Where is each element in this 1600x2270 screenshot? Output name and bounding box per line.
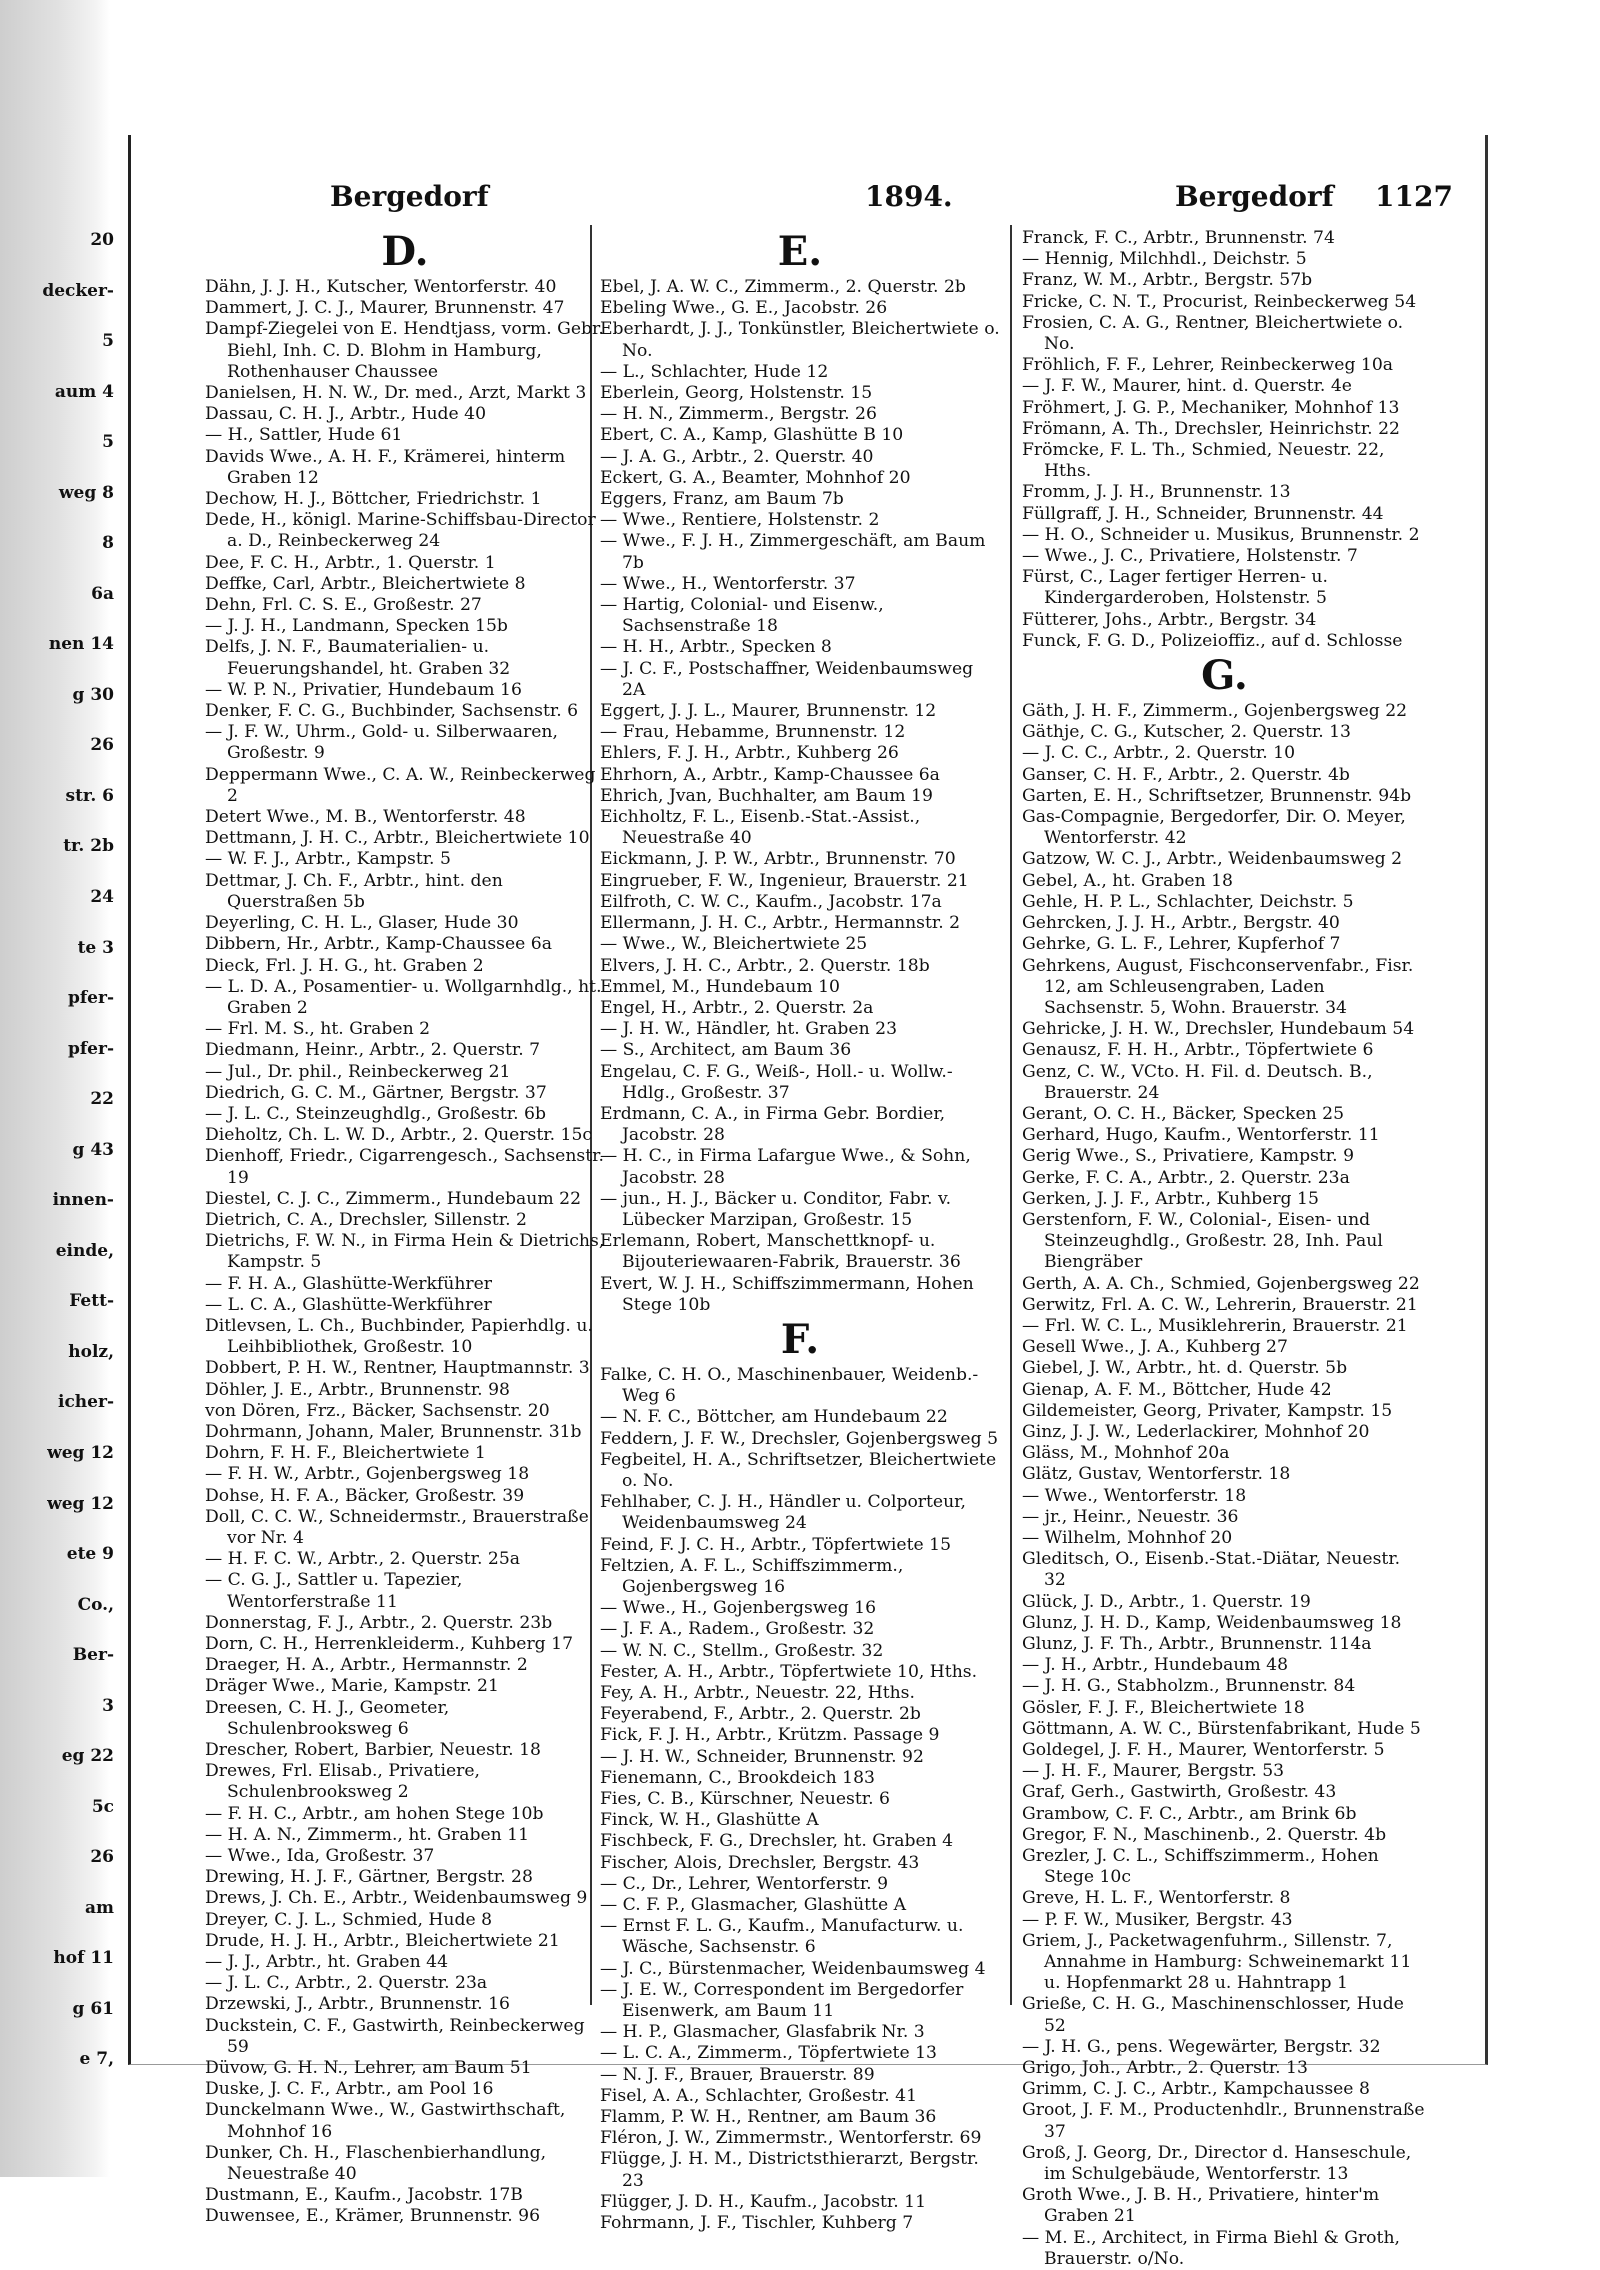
directory-entry: Dammert, J. C. J., Maurer, Brunnenstr. 47 <box>205 298 565 319</box>
directory-entry: Dohse, H. F. A., Bäcker, Großestr. 39 <box>205 1485 525 1506</box>
directory-entry: Dassau, C. H. J., Arbtr., Hude 40 <box>205 404 487 425</box>
directory-entry: — J. J., Arbtr., ht. Graben 44 <box>205 1952 449 1973</box>
directory-entry: Gerant, O. C. H., Bäcker, Specken 25 <box>1022 1103 1345 1124</box>
directory-entry: — F. H. A., Glashütte-Werkführer <box>205 1273 492 1294</box>
directory-entry: — Wwe., H., Wentorferstr. 37 <box>600 573 856 594</box>
directory-entry: Fick, F. J. H., Arbtr., Krützm. Passage 9 <box>600 1725 940 1746</box>
left-page-fragment: 20 <box>90 230 114 250</box>
directory-entry: — Wilhelm, Mohnhof 20 <box>1022 1527 1233 1548</box>
directory-entry: Füllgraff, J. H., Schneider, Brunnenstr. 44 <box>1022 503 1384 524</box>
directory-entry: — Wwe., J. C., Privatiere, Holstenstr. 7 <box>1022 546 1358 567</box>
directory-entry: — C., Dr., Lehrer, Wentorferstr. 9 <box>600 1873 889 1894</box>
directory-entry: — L. C. A., Glashütte-Werkführer <box>205 1294 492 1315</box>
directory-entry: Ganser, C. H. F., Arbtr., 2. Querstr. 4b <box>1022 764 1350 785</box>
directory-entry: von Dören, Frz., Bäcker, Sachsenstr. 20 <box>205 1400 550 1421</box>
directory-entry: Eckert, G. A., Beamter, Mohnhof 20 <box>600 467 911 488</box>
directory-entry: — F. H. C., Arbtr., am hohen Stege 10b <box>205 1803 544 1824</box>
directory-entry: Evert, W. J. H., Schiffszimmermann, Hohen Stege 10b <box>600 1273 974 1315</box>
directory-entry: Greve, H. L. F., Wentorferstr. 8 <box>1022 1888 1291 1909</box>
directory-entry: Fies, C. B., Kürschner, Neuestr. 6 <box>600 1789 890 1810</box>
directory-entry: — M. E., Architect, in Firma Biehl & Groth, Brauerstr. o/No. <box>1022 2227 1400 2269</box>
directory-entry: — J. J. H., Landmann, Specken 15b <box>205 616 508 637</box>
directory-entry: — J. H. W., Schneider, Brunnenstr. 92 <box>600 1746 924 1767</box>
left-page-fragment: 5c <box>91 1797 114 1817</box>
left-page-fragment: e 7, <box>79 2049 114 2069</box>
directory-entry: Fey, A. H., Arbtr., Neuestr. 22, Hths. <box>600 1683 915 1703</box>
directory-entry: Fester, A. H., Arbtr., Töpfertwiete 10, Hths. <box>600 1661 978 1682</box>
directory-entry: Garten, E. H., Schriftsetzer, Brunnenstr. 94b <box>1022 785 1412 806</box>
directory-entry: Gatzow, W. C. J., Arbtr., Weidenbaumsweg 2 <box>1022 849 1403 870</box>
left-page-fragment: g 61 <box>72 1999 114 2019</box>
directory-entry: Glätz, Gustav, Wentorferstr. 18 <box>1022 1464 1291 1485</box>
left-page-fragment: Co., <box>77 1595 114 1615</box>
left-page-fragment: 5 <box>102 331 114 351</box>
directory-entry: — J. E. W., Correspondent im Bergedorfer Eisenwerk, am Baum 11 <box>600 1979 964 2022</box>
directory-entry: Eggert, J. J. L., Maurer, Brunnenstr. 12 <box>600 701 937 722</box>
directory-entry: Gerwitz, Frl. A. C. W., Lehrerin, Brauerstr. 21 <box>1022 1294 1418 1315</box>
directory-entry: — Jul., Dr. phil., Reinbeckerweg 21 <box>205 1061 511 1082</box>
left-page-fragment: nen 14 <box>48 634 114 654</box>
left-page-fragment: tr. 2b <box>63 836 114 856</box>
directory-entry: Fricke, C. N. T., Procurist, Reinbeckerweg 54 <box>1022 291 1417 312</box>
directory-entry: — L., Schlachter, Hude 12 <box>600 361 829 382</box>
directory-entry: — L. C. A., Zimmerm., Töpfertwiete 13 <box>600 2043 937 2064</box>
directory-entry: Frosien, C. A. G., Rentner, Bleichertwiete o. No. <box>1022 312 1404 355</box>
directory-entry: Gerig Wwe., S., Privatiere, Kampstr. 9 <box>1022 1146 1354 1167</box>
directory-entry: Fischbeck, F. G., Drechsler, ht. Graben 4 <box>600 1831 954 1852</box>
directory-entry: — Frl. W. C. L., Musiklehrerin, Brauerstr. 21 <box>1022 1315 1408 1336</box>
directory-entry: Griem, J., Packetwagenfuhrm., Sillenstr. 7, Annahme in Hamburg: Schweinemarkt 11 u. Hopfenmarkt 28 u. Hahntrapp 1 <box>1022 1930 1412 1994</box>
directory-column-1 <box>205 228 605 2228</box>
directory-entry: Danielsen, H. N. W., Dr. med., Arzt, Markt 3 <box>205 383 587 404</box>
left-page-fragment: hof 11 <box>53 1948 114 1968</box>
directory-entry: — N. J. F., Brauer, Brauerstr. 89 <box>600 2064 875 2085</box>
directory-entry: Donnerstag, F. J., Arbtr., 2. Querstr. 23b <box>205 1612 553 1633</box>
left-page-fragment: g 30 <box>72 685 114 705</box>
directory-entry: Fröhmert, J. G. P., Mechaniker, Mohnhof 13 <box>1022 397 1400 418</box>
directory-entry: Engelau, C. F. G., Weiß-, Holl.- u. Wollw.-Hdlg., Großestr. 37 <box>600 1061 953 1103</box>
left-page-fragment: 24 <box>90 887 114 907</box>
directory-entry: Ebeling Wwe., G. E., Jacobstr. 26 <box>600 298 888 319</box>
directory-entry: Gehrkens, August, Fischconservenfabr., Fisr. 12, am Schleusengraben, Laden Sachsenstr. 5, Wohn. Brauerstr. 34 <box>1022 955 1414 1018</box>
directory-entry: — J. H. G., Stabholzm., Brunnenstr. 84 <box>1022 1676 1356 1697</box>
left-page-fragment: pfer- <box>67 988 114 1008</box>
directory-entry: Ehrich, Jvan, Buchhalter, am Baum 19 <box>600 785 933 806</box>
directory-entry: Fischer, Alois, Drechsler, Bergstr. 43 <box>600 1852 920 1873</box>
directory-entry: Gläss, M., Mohnhof 20a <box>1022 1443 1230 1464</box>
directory-entry: Franck, F. C., Arbtr., Brunnenstr. 74 <box>1022 228 1335 248</box>
directory-entry: Feddern, J. F. W., Drechsler, Gojenbergsweg 5 <box>600 1428 998 1449</box>
left-page-fragment: pfer- <box>67 1039 114 1059</box>
directory-entry: Gebel, A., ht. Graben 18 <box>1022 870 1233 891</box>
directory-entry: Gehle, H. P. L., Schlachter, Deichstr. 5 <box>1022 891 1354 912</box>
directory-entry: Ginz, J. J. W., Lederlackirer, Mohnhof 20 <box>1022 1421 1370 1442</box>
directory-entry: Dreesen, C. H. J., Geometer, Schulenbrooksweg 6 <box>205 1697 450 1739</box>
directory-entry: Grezler, J. C. L., Schiffszimmerm., Hohen Stege 10c <box>1022 1846 1379 1888</box>
directory-entry: Dreyer, C. J. L., Schmied, Hude 8 <box>205 1909 493 1930</box>
directory-entry: Eberlein, Georg, Holstenstr. 15 <box>600 383 873 404</box>
directory-entry: Eggers, Franz, am Baum 7b <box>600 489 844 510</box>
directory-entry: — W. P. N., Privatier, Hundebaum 16 <box>205 679 522 700</box>
directory-entry: Engel, H., Arbtr., 2. Querstr. 2a <box>600 997 874 1018</box>
directory-entry: Ehrhorn, A., Arbtr., Kamp-Chaussee 6a <box>600 764 940 785</box>
directory-entry: — J. F. W., Uhrm., Gold- u. Silberwaaren, Großestr. 9 <box>205 722 558 764</box>
directory-entry: Eberhardt, J. J., Tonkünstler, Bleichertwiete o. No. <box>600 319 1000 361</box>
directory-entry: Grambow, C. F. C., Arbtr., am Brink 6b <box>1022 1803 1357 1824</box>
directory-entry: Fegbeitel, H. A., Schriftsetzer, Bleichertwiete o. No. <box>600 1449 997 1491</box>
left-page-fragment: decker- <box>42 281 114 301</box>
directory-entry: Drews, J. Ch. E., Arbtr., Weidenbaumsweg 9 <box>205 1888 588 1909</box>
left-page-fragment: 6a <box>91 584 114 604</box>
directory-entry: — J. A. G., Arbtr., 2. Querstr. 40 <box>600 446 874 467</box>
directory-entry: Drescher, Robert, Barbier, Neuestr. 18 <box>205 1740 541 1761</box>
directory-entry: Fléron, J. W., Zimmermstr., Wentorferstr. 69 <box>600 2128 982 2149</box>
directory-entry: Ebel, J. A. W. C., Zimmerm., 2. Querstr. 2b <box>600 277 966 297</box>
directory-entry: Fromm, J. J. H., Brunnenstr. 13 <box>1022 482 1291 503</box>
directory-entry: Denker, F. C. G., Buchbinder, Sachsenstr. 6 <box>205 701 579 722</box>
directory-entry: Glunz, J. H. D., Kamp, Weidenbaumsweg 18 <box>1022 1612 1402 1633</box>
directory-entry: Gehrke, G. L. F., Lehrer, Kupferhof 7 <box>1022 934 1341 955</box>
directory-entry: Drewes, Frl. Elisab., Privatiere, Schulenbrooksweg 2 <box>205 1761 481 1803</box>
directory-entry: Deyerling, C. H. L., Glaser, Hude 30 <box>205 913 519 934</box>
section-letter: G. <box>1201 652 1248 700</box>
directory-entry: Drewing, H. J. F., Gärtner, Bergstr. 28 <box>205 1867 533 1888</box>
directory-column-3 <box>1022 228 1427 2270</box>
directory-entry: Frömcke, F. L. Th., Schmied, Neuestr. 22, Hths. <box>1022 440 1385 482</box>
directory-entry: Dampf-Ziegelei von E. Hendtjass, vorm. Gebr. Biehl, Inh. C. D. Blohm in Hamburg, Rothenhauser Chaussee <box>205 319 604 382</box>
left-page-fragment: innen- <box>52 1190 114 1210</box>
directory-entry: Gehricke, J. H. W., Drechsler, Hundebaum 54 <box>1022 1019 1415 1040</box>
directory-entry: Emmel, M., Hundebaum 10 <box>600 976 840 997</box>
directory-entry: Graf, Gerh., Gastwirth, Großestr. 43 <box>1022 1782 1337 1803</box>
directory-entry: Feltzien, A. F. L., Schiffszimmerm., Gojenbergsweg 16 <box>600 1555 904 1597</box>
directory-entry: — N. F. C., Böttcher, am Hundebaum 22 <box>600 1407 948 1428</box>
directory-entry: Gas-Compagnie, Bergedorfer, Dir. O. Meyer, Wentorferstr. 42 <box>1022 807 1406 849</box>
directory-entry: Fohrmann, J. F., Tischler, Kuhberg 7 <box>600 2213 914 2234</box>
directory-entry: Funck, F. G. D., Polizeioffiz., auf d. Schlosse <box>1022 630 1403 651</box>
directory-entry: — H. P., Glasmacher, Glasfabrik Nr. 3 <box>600 2022 925 2043</box>
directory-entry: Dienhoff, Friedr., Cigarrengesch., Sachsenstr. 19 <box>205 1146 604 1188</box>
directory-entry: Duwensee, E., Krämer, Brunnenstr. 96 <box>205 2206 541 2227</box>
directory-entry: Eingrueber, F. W., Ingenieur, Brauerstr. 21 <box>600 870 969 891</box>
left-page-fragment: 26 <box>90 735 114 755</box>
directory-entry: Göttmann, A. W. C., Bürstenfabrikant, Hude 5 <box>1022 1718 1421 1739</box>
directory-entry: Fürst, C., Lager fertiger Herren- u. Kindergarderoben, Holstenstr. 5 <box>1022 567 1328 609</box>
directory-entry: Dohrmann, Johann, Maler, Brunnenstr. 31b <box>205 1421 582 1442</box>
directory-entry: — Wwe., Wentorferstr. 18 <box>1022 1485 1247 1506</box>
directory-entry: Deppermann Wwe., C. A. W., Reinbeckerweg 2 <box>205 764 596 806</box>
directory-entry: Glück, J. D., Arbtr., 1. Querstr. 19 <box>1022 1591 1311 1612</box>
directory-entry: Gösler, F. J. F., Bleichertwiete 18 <box>1022 1697 1305 1718</box>
directory-entry: — J. C., Bürstenmacher, Weidenbaumsweg 4 <box>600 1958 986 1979</box>
directory-entry: — Ernst F. L. G., Kaufm., Manufacturw. u. Wäsche, Sachsenstr. 6 <box>600 1916 964 1958</box>
left-page-fragment: icher- <box>58 1392 114 1412</box>
directory-entry: Duske, J. C. F., Arbtr., am Pool 16 <box>205 2079 494 2100</box>
directory-entry: — H. H., Arbtr., Specken 8 <box>600 637 832 658</box>
directory-entry: Duckstein, C. F., Gastwirth, Reinbeckerweg 59 <box>205 2015 585 2057</box>
left-page-fragment: str. 6 <box>65 786 114 806</box>
directory-entry: Gildemeister, Georg, Privater, Kampstr. 15 <box>1022 1400 1393 1421</box>
directory-entry: Dietrichs, F. W. N., in Firma Hein & Dietrichs, Kampstr. 5 <box>205 1231 605 1273</box>
directory-entry: Gäth, J. H. F., Zimmerm., Gojenbergsweg 22 <box>1022 701 1408 722</box>
directory-entry: Fisel, A. A., Schlachter, Großestr. 41 <box>600 2085 918 2106</box>
directory-entry: Flügge, J. H. M., Districtsthierarzt, Bergstr. 23 <box>600 2149 979 2191</box>
directory-entry: Dehn, Frl. C. S. E., Großestr. 27 <box>205 595 482 616</box>
left-page-fragment: 8 <box>102 533 114 553</box>
directory-column-2 <box>600 228 1000 2234</box>
directory-entry: Ehlers, F. J. H., Arbtr., Kuhberg 26 <box>600 743 899 764</box>
directory-entry: Dettmar, J. Ch. F., Arbtr., hint. den Querstraßen 5b <box>205 870 503 912</box>
directory-entry: — Frl. M. S., ht. Graben 2 <box>205 1019 431 1040</box>
directory-entry: Dustmann, E., Kaufm., Jacobstr. 17B <box>205 2185 523 2206</box>
directory-entry: Eichholtz, F. L., Eisenb.-Stat.-Assist., Neuestraße 40 <box>600 807 921 849</box>
left-page-fragment: eg 22 <box>61 1746 114 1766</box>
directory-entry: Gerken, J. J. F., Arbtr., Kuhberg 15 <box>1022 1188 1319 1209</box>
directory-entry: Draeger, H. A., Arbtr., Hermannstr. 2 <box>205 1655 528 1676</box>
directory-entry: Genz, C. W., VCto. H. Fil. d. Deutsch. B., Brauerstr. 24 <box>1022 1061 1373 1103</box>
left-page-fragments <box>0 130 120 2069</box>
directory-entry: Genausz, F. H. H., Arbtr., Töpfertwiete 6 <box>1022 1040 1374 1061</box>
directory-entry: Erlemann, Robert, Manschettknopf- u. Bijouteriewaaren-Fabrik, Brauerstr. 36 <box>600 1231 961 1273</box>
left-page-fragment: holz, <box>68 1342 114 1362</box>
directory-entry: — Hennig, Milchhdl., Deichstr. 5 <box>1022 249 1307 270</box>
directory-entry: Gregor, F. N., Maschinenb., 2. Querstr. 4b <box>1022 1824 1387 1845</box>
directory-entry: Dettmann, J. H. C., Arbtr., Bleichertwiete 10 <box>205 828 590 849</box>
directory-entry: — Hartig, Colonial- und Eisenw., Sachsenstraße 18 <box>600 595 884 637</box>
directory-entry: Diestel, C. J. C., Zimmerm., Hundebaum 22 <box>205 1188 582 1209</box>
directory-entry: Ditlevsen, L. Ch., Buchbinder, Papierhdlg. u. Leihbibliothek, Großestr. 10 <box>205 1315 593 1358</box>
left-page-fragment: einde, <box>55 1241 114 1261</box>
directory-entry: — C. F. P., Glasmacher, Glashütte A <box>600 1895 907 1916</box>
directory-entry: Franz, W. M., Arbtr., Bergstr. 57b <box>1022 270 1313 291</box>
directory-entry: Dietrich, C. A., Drechsler, Sillenstr. 2 <box>205 1209 527 1230</box>
directory-entry: Döhler, J. E., Arbtr., Brunnenstr. 98 <box>205 1379 510 1400</box>
directory-entry: Drude, H. J. H., Arbtr., Bleichertwiete 21 <box>205 1930 560 1951</box>
header-year: 1894. <box>865 180 953 213</box>
directory-entry: Dede, H., königl. Marine-Schiffsbau-Director a. D., Reinbeckerweg 24 <box>205 510 596 552</box>
directory-entry: — Wwe., W., Bleichertwiete 25 <box>600 934 868 955</box>
directory-entry: Gerhard, Hugo, Kaufm., Wentorferstr. 11 <box>1022 1125 1380 1146</box>
left-page-fragment: weg 8 <box>58 483 114 503</box>
directory-entry: Dähn, J. J. H., Kutscher, Wentorferstr. 40 <box>205 277 557 297</box>
directory-entry: Dohrn, F. H. F., Bleichertwiete 1 <box>205 1443 486 1464</box>
directory-entry: — jr., Heinr., Neuestr. 36 <box>1022 1506 1239 1527</box>
directory-entry: Frömann, A. Th., Drechsler, Heinrichstr. 22 <box>1022 418 1400 439</box>
left-page-fragment: 3 <box>102 1696 114 1716</box>
directory-entry: Dunckelmann Wwe., W., Gastwirthschaft, Mohnhof 16 <box>205 2100 566 2142</box>
header-right-title: Bergedorf <box>1175 180 1334 213</box>
directory-entry: Dechow, H. J., Böttcher, Friedrichstr. 1 <box>205 489 542 510</box>
directory-entry: — Wwe., Ida, Großestr. 37 <box>205 1846 435 1867</box>
directory-entry: — J. C. C., Arbtr., 2. Querstr. 10 <box>1022 743 1296 764</box>
directory-entry: Falke, C. H. O., Maschinenbauer, Weidenb.-Weg 6 <box>600 1364 979 1407</box>
directory-entry: Grimm, C. J. C., Arbtr., Kampchaussee 8 <box>1022 2079 1370 2100</box>
directory-entry: — Wwe., H., Gojenbergsweg 16 <box>600 1598 877 1619</box>
left-page-fragment: Fett- <box>69 1291 114 1311</box>
left-page-fragment: aum 4 <box>54 382 114 402</box>
directory-entry: — J. H., Arbtr., Hundebaum 48 <box>1022 1655 1289 1676</box>
directory-entry: — J. H. W., Händler, ht. Graben 23 <box>600 1019 898 1040</box>
left-page-fragment: ete 9 <box>66 1544 114 1564</box>
directory-entry: Fütterer, Johs., Arbtr., Bergstr. 34 <box>1022 609 1317 630</box>
directory-entry: — J. F. W., Maurer, hint. d. Querstr. 4e <box>1022 376 1352 397</box>
section-letter: D. <box>381 228 429 275</box>
directory-entry: Fröhlich, F. F., Lehrer, Reinbeckerweg 10a <box>1022 355 1394 376</box>
left-page-fragment: 22 <box>90 1089 114 1109</box>
directory-entry: Gäthje, C. G., Kutscher, 2. Querstr. 13 <box>1022 722 1351 743</box>
directory-entry: — P. F. W., Musiker, Bergstr. 43 <box>1022 1909 1293 1930</box>
directory-entry: — H., Sattler, Hude 61 <box>205 425 403 446</box>
directory-entry: Giebel, J. W., Arbtr., ht. d. Querstr. 5b <box>1022 1358 1348 1379</box>
directory-entry: — H. C., in Firma Lafargue Wwe., & Sohn, Jacobstr. 28 <box>600 1146 971 1188</box>
directory-entry: Fehlhaber, C. J. H., Händler u. Colporteur, Weidenbaumsweg 24 <box>600 1492 966 1534</box>
left-page-fragment: weg 12 <box>47 1494 114 1514</box>
page-number: 1127 <box>1375 180 1453 213</box>
directory-entry: — C. G. J., Sattler u. Tapezier, Wentorferstraße 11 <box>205 1570 463 1612</box>
directory-entry: Finck, W. H., Glashütte A <box>600 1810 819 1831</box>
directory-entry: Doll, C. C. W., Schneidermstr., Brauerstraße vor Nr. 4 <box>205 1506 589 1548</box>
directory-entry: Glunz, J. F. Th., Arbtr., Brunnenstr. 114a <box>1022 1634 1372 1654</box>
directory-entry: — Frau, Hebamme, Brunnenstr. 12 <box>600 722 906 743</box>
directory-entry: Dee, F. C. H., Arbtr., 1. Querstr. 1 <box>205 552 496 573</box>
directory-entry: Dibbern, Hr., Arbtr., Kamp-Chaussee 6a <box>205 934 552 955</box>
directory-entry: Gerstenforn, F. W., Colonial-, Eisen- und Steinzeughdlg., Großestr. 28, Inh. Paul Biengräber <box>1022 1209 1383 1273</box>
directory-entry: Gleditsch, O., Eisenb.-Stat.-Diätar, Neuestr. 32 <box>1022 1549 1401 1591</box>
directory-entry: Davids Wwe., A. H. F., Krämerei, hinterm Graben 12 <box>205 446 566 488</box>
left-page-fragment: 5 <box>102 432 114 452</box>
directory-entry: Diedmann, Heinr., Arbtr., 2. Querstr. 7 <box>205 1040 541 1061</box>
directory-entry: Feyerabend, F., Arbtr., 2. Querstr. 2b <box>600 1704 921 1725</box>
directory-entry: — H. F. C. W., Arbtr., 2. Querstr. 25a <box>205 1549 521 1570</box>
directory-entry: — W. F. J., Arbtr., Kampstr. 5 <box>205 849 451 870</box>
section-letter: F. <box>780 1315 820 1363</box>
directory-entry: Fienemann, C., Brookdeich 183 <box>600 1767 875 1788</box>
left-page-fragment: 26 <box>90 1847 114 1867</box>
directory-entry: Flügger, J. D. H., Kaufm., Jacobstr. 11 <box>600 2191 927 2212</box>
directory-entry: Dieck, Frl. J. H. G., ht. Graben 2 <box>205 955 484 976</box>
directory-entry: — H. N., Zimmerm., Bergstr. 26 <box>600 404 877 425</box>
directory-entry: — Wwe., Rentiere, Holstenstr. 2 <box>600 510 880 531</box>
directory-entry: Gesell Wwe., J. A., Kuhberg 27 <box>1022 1337 1288 1358</box>
directory-entry: Gehrcken, J. J. H., Arbtr., Bergstr. 40 <box>1022 913 1340 934</box>
column-divider <box>1010 225 1012 2005</box>
directory-entry: Groot, J. F. M., Productenhdlr., Brunnenstraße 37 <box>1022 2100 1425 2142</box>
section-letter: E. <box>777 228 823 275</box>
directory-entry: Drzewski, J., Arbtr., Brunnenstr. 16 <box>205 1994 510 2015</box>
directory-entry: Deffke, Carl, Arbtr., Bleichertwiete 8 <box>205 573 526 594</box>
directory-entry: Grigo, Joh., Arbtr., 2. Querstr. 13 <box>1022 2058 1308 2079</box>
directory-entry: — S., Architect, am Baum 36 <box>600 1040 852 1061</box>
directory-entry: Eickmann, J. P. W., Arbtr., Brunnenstr. 70 <box>600 849 956 870</box>
directory-entry: Dorn, C. H., Herrenkleiderm., Kuhberg 17 <box>205 1634 574 1654</box>
directory-entry: — H. O., Schneider u. Musikus, Brunnenstr. 2 <box>1022 524 1420 545</box>
directory-entry: — J. F. A., Radem., Großestr. 32 <box>600 1619 875 1640</box>
directory-entry: — Wwe., F. J. H., Zimmergeschäft, am Baum 7b <box>600 531 986 573</box>
directory-entry: — J. H. F., Maurer, Bergstr. 53 <box>1022 1761 1285 1782</box>
left-page-fragment: am <box>84 1898 114 1918</box>
directory-entry: Gerke, F. C. A., Arbtr., 2. Querstr. 23a <box>1022 1167 1350 1188</box>
directory-entry: Ellermann, J. H. C., Arbtr., Hermannstr. 2 <box>600 913 961 934</box>
directory-entry: Groth Wwe., J. B. H., Privatiere, hinter'm Graben 21 <box>1022 2185 1380 2227</box>
header-left-title: Bergedorf <box>330 180 489 213</box>
directory-entry: Dieholtz, Ch. L. W. D., Arbtr., 2. Querstr. 15c <box>205 1125 593 1146</box>
left-page-fragment: g 43 <box>72 1140 114 1160</box>
directory-entry: Elvers, J. H. C., Arbtr., 2. Querstr. 18b <box>600 955 930 976</box>
directory-entry: Feind, F. J. C. H., Arbtr., Töpfertwiete 15 <box>600 1534 952 1555</box>
directory-entry: Gienap, A. F. M., Böttcher, Hude 42 <box>1022 1379 1332 1400</box>
directory-entry: Dunker, Ch. H., Flaschenbierhandlung, Neuestraße 40 <box>205 2142 547 2185</box>
directory-entry: Gerth, A. A. Ch., Schmied, Gojenbergsweg 22 <box>1022 1273 1420 1294</box>
directory-entry: — J. L. C., Arbtr., 2. Querstr. 23a <box>205 1973 488 1994</box>
directory-entry: Ebert, C. A., Kamp, Glashütte B 10 <box>600 425 904 446</box>
left-page-fragment: weg 12 <box>47 1443 114 1463</box>
page-header <box>200 180 1480 220</box>
directory-entry: — J. L. C., Steinzeughdlg., Großestr. 6b <box>205 1103 546 1124</box>
directory-entry: — H. A. N., Zimmerm., ht. Graben 11 <box>205 1824 530 1845</box>
directory-entry: — F. H. W., Arbtr., Gojenbergsweg 18 <box>205 1464 530 1485</box>
directory-entry: — J. C. F., Postschaffner, Weidenbaumsweg 2A <box>600 658 974 700</box>
directory-entry: — J. H. G., pens. Wegewärter, Bergstr. 32 <box>1022 2036 1381 2057</box>
directory-entry: Erdmann, C. A., in Firma Gebr. Bordier, Jacobstr. 28 <box>600 1103 946 1146</box>
directory-entry: — W. N. C., Stellm., Großestr. 32 <box>600 1640 884 1661</box>
directory-entry: — jun., H. J., Bäcker u. Conditor, Fabr. v. Lübecker Marzipan, Großestr. 15 <box>600 1188 952 1230</box>
directory-entry: Dräger Wwe., Marie, Kampstr. 21 <box>205 1676 499 1697</box>
directory-entry: Goldegel, J. F. H., Maurer, Wentorferstr. 5 <box>1022 1740 1385 1761</box>
directory-entry: Diedrich, G. C. M., Gärtner, Bergstr. 37 <box>205 1082 547 1103</box>
directory-entry: Delfs, J. N. F., Baumaterialien- u. Feuerungshandel, ht. Graben 32 <box>205 637 511 679</box>
left-page-fragment: Ber- <box>72 1645 114 1665</box>
directory-entry: Grieße, C. H. G., Maschinenschlosser, Hude 52 <box>1022 1994 1404 2036</box>
directory-entry: — L. D. A., Posamentier- u. Wollgarnhdlg., ht. Graben 2 <box>205 976 602 1018</box>
left-page-fragment: te 3 <box>77 938 114 958</box>
directory-entry: Dobbert, P. H. W., Rentner, Hauptmannstr. 3 <box>205 1358 590 1379</box>
directory-entry: Groß, J. Georg, Dr., Director d. Hanseschule, im Schulgebäude, Wentorferstr. 13 <box>1022 2142 1412 2185</box>
directory-entry: Flamm, P. W. H., Rentner, am Baum 36 <box>600 2107 937 2128</box>
directory-entry: Eilfroth, C. W. C., Kaufm., Jacobstr. 17a <box>600 891 942 912</box>
directory-entry: Detert Wwe., M. B., Wentorferstr. 48 <box>205 807 526 828</box>
directory-entry: Düvow, G. H. N., Lehrer, am Baum 51 <box>205 2058 532 2079</box>
